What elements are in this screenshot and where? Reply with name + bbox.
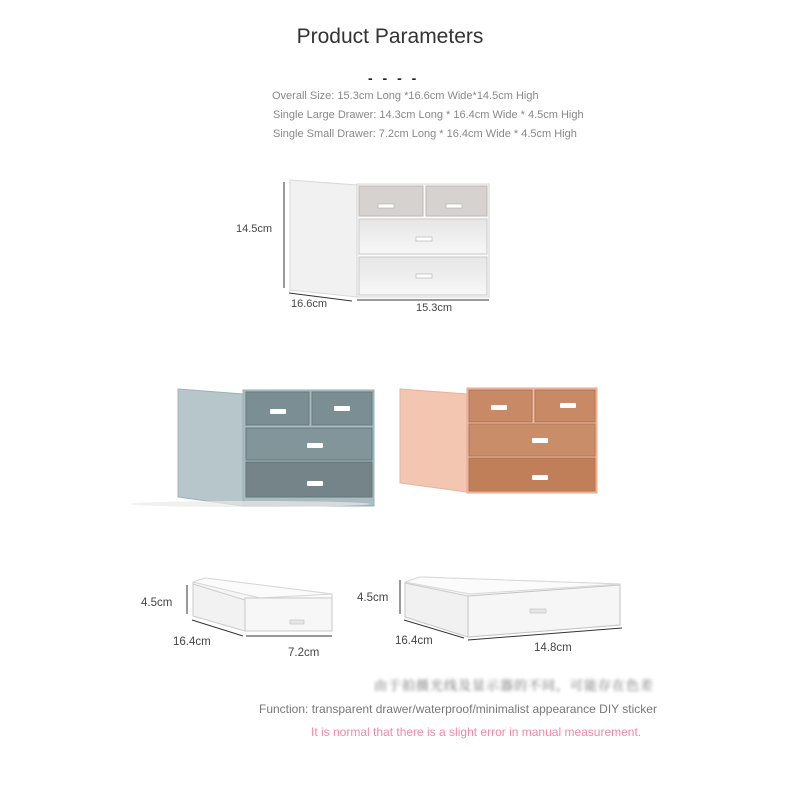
small-drawer-height-label: 4.5cm	[141, 597, 173, 609]
main-width-label: 16.6cm	[291, 298, 328, 310]
large-drawer-illustration	[405, 577, 620, 637]
spec-overall-size: Overall Size: 15.3cm Long *16.6cm Wide*14.5cm High	[272, 90, 539, 102]
main-length-label: 15.3cm	[416, 302, 453, 314]
large-drawer-middle	[359, 219, 487, 254]
large-drawer-length-label: 14.8cm	[534, 642, 572, 654]
pink-cabinet	[400, 388, 597, 493]
white-cabinet	[290, 180, 489, 297]
title-divider: - - - -	[368, 70, 420, 86]
small-drawer-left	[359, 186, 423, 216]
small-drawer-right	[426, 186, 487, 216]
function-text: Function: transparent drawer/waterproof/minimalist appearance DIY sticker	[259, 702, 657, 716]
small-drawer-illustration	[193, 578, 332, 631]
small-drawer-width-label: 16.4cm	[173, 636, 211, 648]
spec-small-drawer: Single Small Drawer: 7.2cm Long * 16.4cm Wide * 4.5cm High	[273, 128, 577, 140]
blue-cabinet	[130, 389, 374, 507]
large-drawer-height-label: 4.5cm	[357, 592, 389, 604]
main-height-label: 14.5cm	[236, 223, 273, 235]
small-drawer-length-label: 7.2cm	[288, 647, 320, 659]
measurement-note: It is normal that there is a slight error in manual measurement.	[311, 725, 642, 739]
spec-large-drawer: Single Large Drawer: 14.3cm Long * 16.4cm Wide * 4.5cm High	[273, 109, 584, 121]
page-title: Product Parameters	[296, 25, 484, 48]
large-drawer-width-label: 16.4cm	[395, 635, 433, 647]
blurred-caption: 由于拍摄光线及显示器的不同，可能存在色差	[374, 678, 655, 693]
